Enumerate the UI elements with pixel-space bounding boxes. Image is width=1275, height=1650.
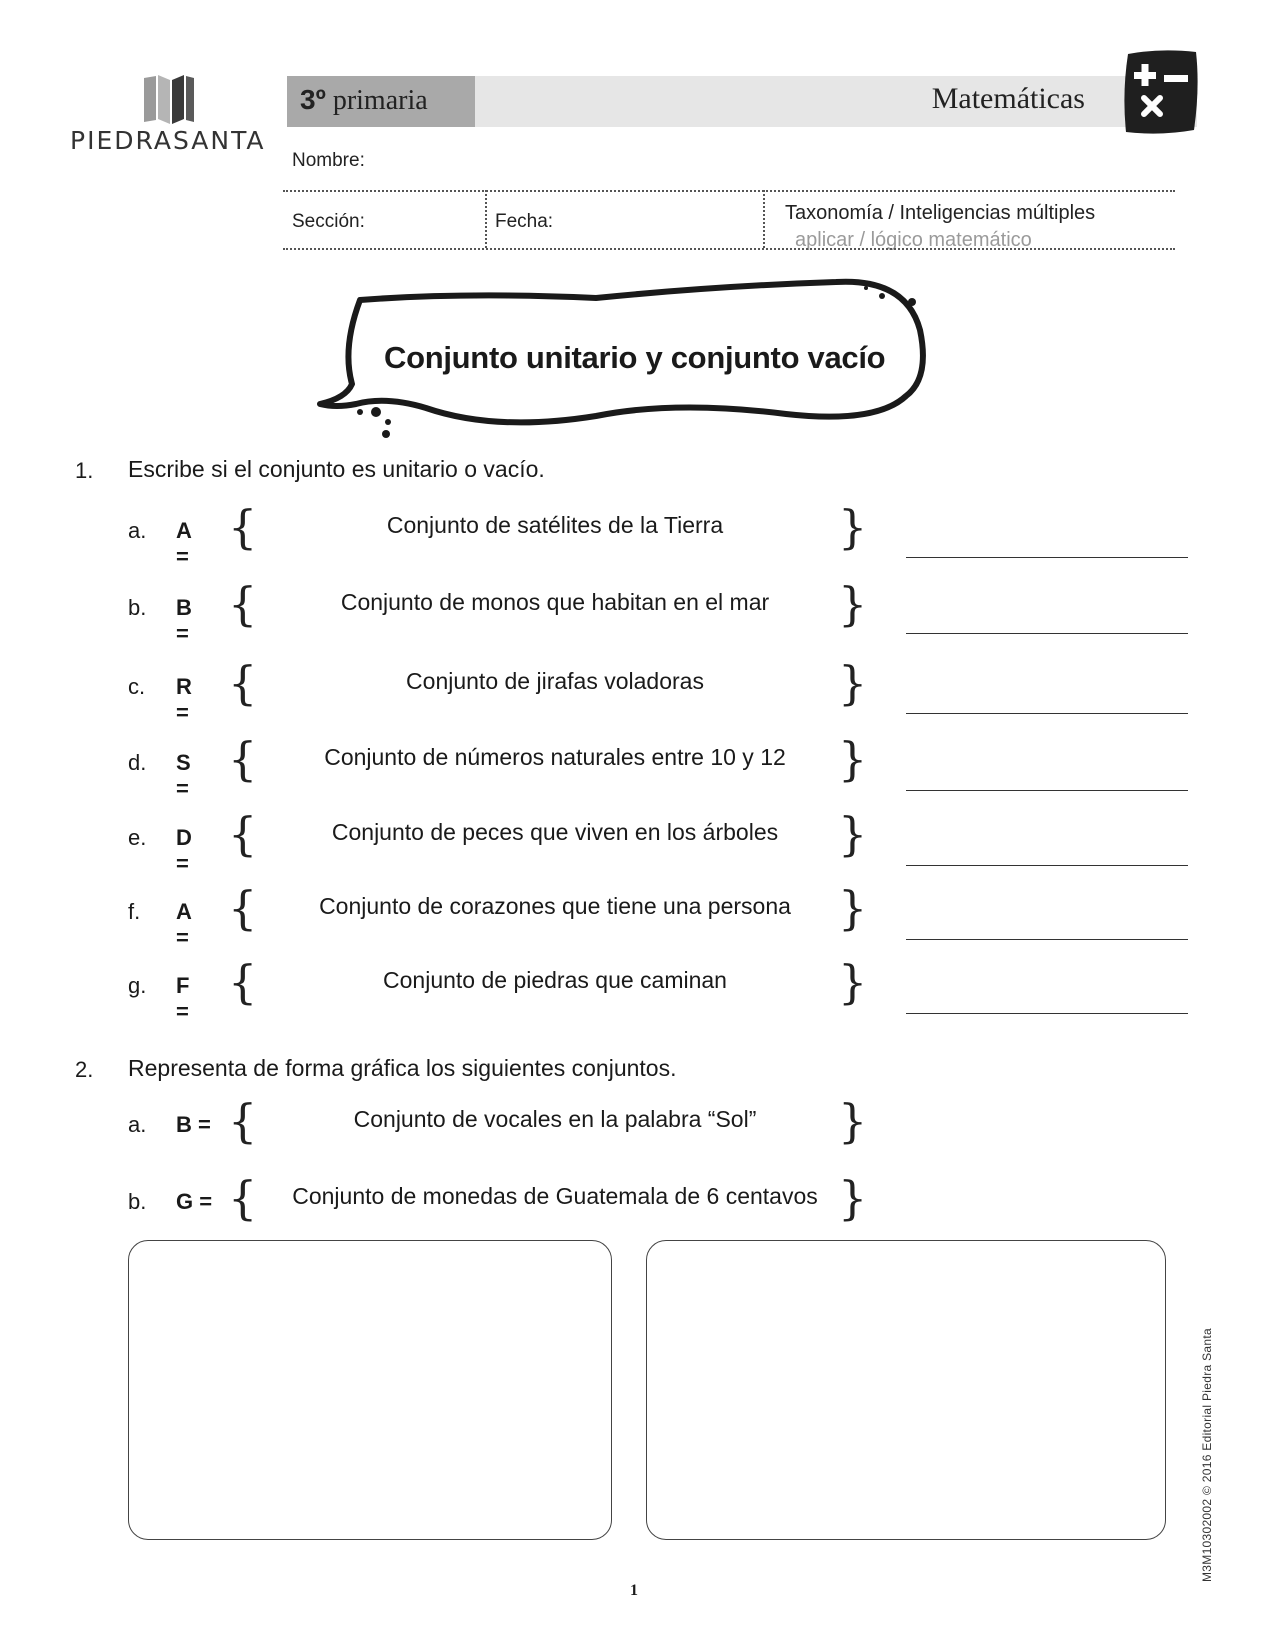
form-divider-v2	[763, 190, 765, 248]
date-label: Fecha:	[495, 211, 554, 232]
page-title: Conjunto unitario y conjunto vacío	[384, 340, 886, 375]
name-label: Nombre:	[292, 150, 365, 171]
question-1-text: Escribe si el conjunto es unitario o vacío.	[128, 456, 545, 482]
set-variable: D =	[176, 825, 192, 876]
right-brace: }	[838, 955, 868, 1009]
taxonomy-value: aplicar / lógico matemático	[795, 229, 1032, 251]
copyright-text: M3M10302002 © 2016 Editorial Piedra Santa	[1200, 1328, 1214, 1582]
left-brace: {	[228, 1171, 258, 1225]
brand-logo-text: PIEDRASANTA	[70, 126, 266, 155]
right-brace: }	[838, 1171, 868, 1225]
question-2-number: 2.	[75, 1057, 94, 1082]
item-letter: e.	[128, 825, 147, 850]
item-letter: c.	[128, 674, 146, 699]
subject-title: Matemáticas	[931, 82, 1085, 115]
left-brace: {	[228, 881, 258, 935]
question-1-number: 1.	[75, 458, 94, 483]
item-letter: a.	[128, 1112, 147, 1137]
item-letter: g.	[128, 973, 147, 998]
right-brace: }	[838, 1094, 868, 1148]
set-description: Conjunto de monedas de Guatemala de 6 centavos	[292, 1183, 818, 1209]
item-letter: b.	[128, 595, 147, 620]
book-logo-icon	[140, 74, 198, 126]
answer-line[interactable]	[906, 557, 1188, 558]
form-divider-v1	[485, 190, 487, 248]
set-description: Conjunto de corazones que tiene una persona	[319, 893, 791, 919]
right-brace: }	[838, 807, 868, 861]
right-brace: }	[838, 656, 868, 710]
set-description: Conjunto de monos que habitan en el mar	[340, 589, 770, 615]
section-label: Sección:	[292, 211, 365, 232]
item-letter: f.	[128, 899, 141, 924]
left-brace: {	[228, 656, 258, 710]
set-description: Conjunto de piedras que caminan	[383, 967, 727, 993]
drawing-box-b[interactable]	[646, 1240, 1166, 1540]
set-variable: G =	[176, 1189, 213, 1214]
form-divider-top	[283, 190, 1175, 192]
right-brace: }	[838, 577, 868, 631]
grade-number: 3º	[300, 84, 326, 115]
set-description: Conjunto de jirafas voladoras	[406, 668, 704, 694]
left-brace: {	[228, 577, 258, 631]
set-description: Conjunto de números naturales entre 10 y 12	[324, 744, 786, 770]
page-number: 1	[630, 1582, 638, 1599]
set-description: Conjunto de vocales en la palabra “Sol”	[353, 1106, 757, 1132]
set-variable: B =	[176, 1112, 211, 1137]
set-variable: B =	[176, 595, 192, 646]
left-brace: {	[228, 500, 258, 554]
answer-line[interactable]	[906, 1013, 1188, 1014]
answer-line[interactable]	[906, 713, 1188, 714]
set-variable: R =	[176, 674, 192, 725]
set-variable: A =	[176, 899, 192, 950]
answer-line[interactable]	[906, 939, 1188, 940]
grade-text: primaria	[332, 85, 428, 116]
item-letter: d.	[128, 750, 147, 775]
right-brace: }	[838, 500, 868, 554]
answer-line[interactable]	[906, 633, 1188, 634]
answer-line[interactable]	[906, 790, 1188, 791]
drawing-box-a[interactable]	[128, 1240, 612, 1540]
name-field[interactable]	[385, 150, 1175, 180]
grade-label	[300, 84, 428, 117]
left-brace: {	[228, 732, 258, 786]
item-letter: b.	[128, 1189, 147, 1214]
left-brace: {	[228, 955, 258, 1009]
math-operations-icon	[1120, 48, 1202, 138]
answer-line[interactable]	[906, 865, 1188, 866]
right-brace: }	[838, 732, 868, 786]
right-brace: }	[838, 881, 868, 935]
set-variable: S =	[176, 750, 191, 801]
item-letter: a.	[128, 518, 147, 543]
set-variable: F =	[176, 973, 190, 1024]
form-divider-bottom	[283, 248, 1175, 250]
taxonomy-label: Taxonomía / Inteligencias múltiples	[785, 202, 1096, 224]
set-variable: A =	[176, 518, 192, 569]
question-2-text: Representa de forma gráfica los siguientes conjuntos.	[128, 1055, 677, 1081]
left-brace: {	[228, 807, 258, 861]
set-description: Conjunto de satélites de la Tierra	[386, 512, 724, 538]
set-description: Conjunto de peces que viven en los árboles	[331, 819, 779, 845]
left-brace: {	[228, 1094, 258, 1148]
